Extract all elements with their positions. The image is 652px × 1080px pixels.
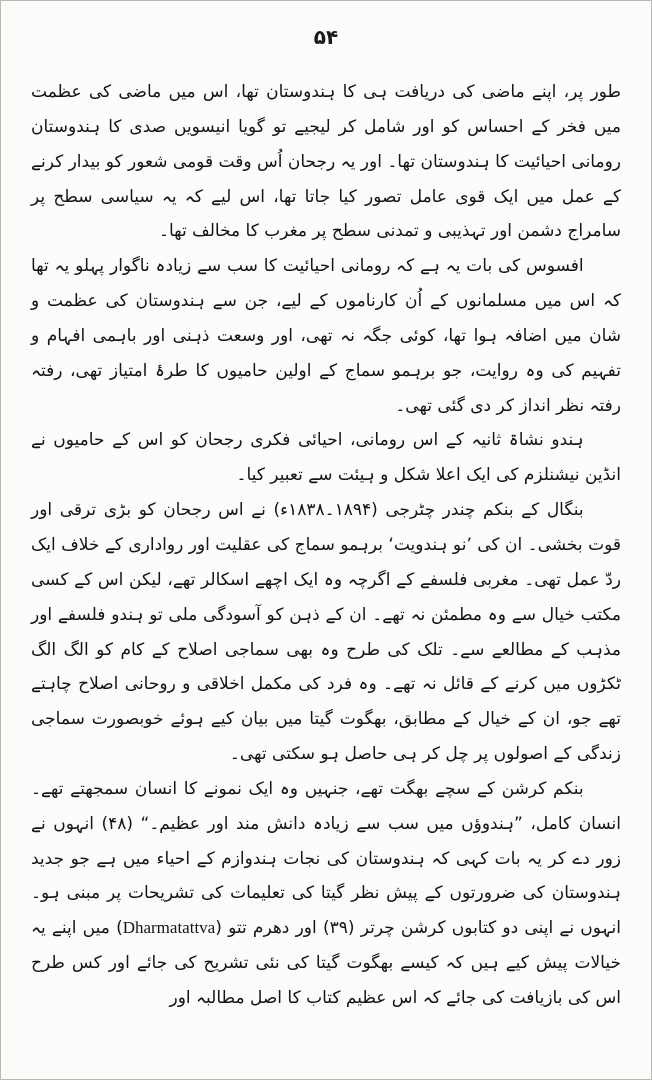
paragraph: بنگال کے بنکم چندر چٹرجی (۱۸۹۴۔۱۸۳۸ء) نے اس رجحان کو بڑی ترقی اور قوت بخشی۔ ان کی ’نو ہندویت‘ برہمو سماج کی عقلیت اور رواداری کے خلاف ایک ردّ عمل تھی۔ مغربی فلسفے کے اگرچہ وہ ایک اچھے اسکالر تھے، لیکن اس کے کسی مکتب خیال سے وہ مطمئن نہ تھے۔ ان کے ذہن کو آسودگی ملی تو ہندو فلسفے اور مذہب کے مطالعے سے۔ تلک کی طرح وہ بھی سماجی اصلاح کے کام کو الگ الگ ٹکڑوں میں کرنے کے قائل نہ تھے۔ وہ فرد کی مکمل اخلاقی و روحانی اصلاح چاہتے تھے جو، ان کے خیال کے مطابق، بھگوت گیتا میں بیان کیے ہوئے خوبصورت سماجی زندگی کے اصولوں پر چل کر ہی حاصل ہو سکتی تھی۔ — [31, 500, 621, 765]
paragraph: افسوس کی بات یہ ہے کہ رومانی احیائیت کا سب سے زیادہ ناگوار پہلو یہ تھا کہ اس میں مسلمانوں کے اُن کارناموں کے لیے، جن سے ہندوستان کی عظمت و شان میں اضافہ ہوا تھا، کوئی جگہ نہ تھی، اور وسعت ذہنی اور باہمی افہام و تفہیم کی وہ روایت، جو برہمو سماج کے اولین حامیوں کا طرۂ امتیاز تھی، رفتہ رفتہ نظر انداز کر دی گئی تھی۔ — [31, 256, 621, 416]
paragraph: ہندو نشاۃ ثانیہ کے اس رومانی، احیائی فکری رجحان کو اس کے حامیوں نے انڈین نیشنلزم کی ایک اعلا شکل و ہیئت سے تعبیر کیا۔ — [31, 430, 621, 486]
paragraph: طور پر، اپنے ماضی کی دریافت ہی کا ہندوستان تھا، اس میں ماضی کی عظمت میں فخر کے احساس کو اور شامل کر لیجیے تو گویا انیسویں صدی کا ہندوستان رومانی احیائیت کا ہندوستان تھا۔ اور یہ رجحان اُس وقت قومی شعور کو بیدار کرنے کے عمل میں ایک قوی عامل تصور کیا جاتا تھا، اس لیے کہ یہ سیاسی سطح پر سامراج دشمن اور تہذیبی و تمدنی سطح پر مغرب کا مخالف تھا۔ — [31, 82, 621, 242]
latin-text: Dharmatattva — [122, 918, 216, 938]
page-content — [31, 25, 621, 1039]
paragraph: بنکم کرشن کے سچے بھگت تھے، جنہیں وہ ایک نمونے کا انسان سمجھتے تھے۔ انسان کامل، ”ہندوؤں میں سب سے زیادہ دانش مند اور عظیم۔“ (۴۸) انہوں نے زور دے کر یہ بات کہی کہ ہندوستان کی نجات ہندوازم کے احیاء میں ہے جو جدید ہندوستان کی ضرورتوں کے پیش نظر گیتا کی تعلیمات کی تشریحات پر مبنی ہو۔ انہوں نے اپنی دو کتابوں کرشن چرتر (۳۹) اور دھرم تتو (Dharmatattva) میں اپنے یہ خیالات پیش کیے ہیں کہ کیسے بھگوت گیتا کی نئی تشریح کی جائے اور کس طرح اس کی بازیافت کی جائے کہ اس عظیم کتاب کا اصل مطالبہ اور — [31, 778, 621, 1008]
page-number: ۵۴ — [313, 25, 339, 49]
text-body — [31, 75, 621, 1016]
